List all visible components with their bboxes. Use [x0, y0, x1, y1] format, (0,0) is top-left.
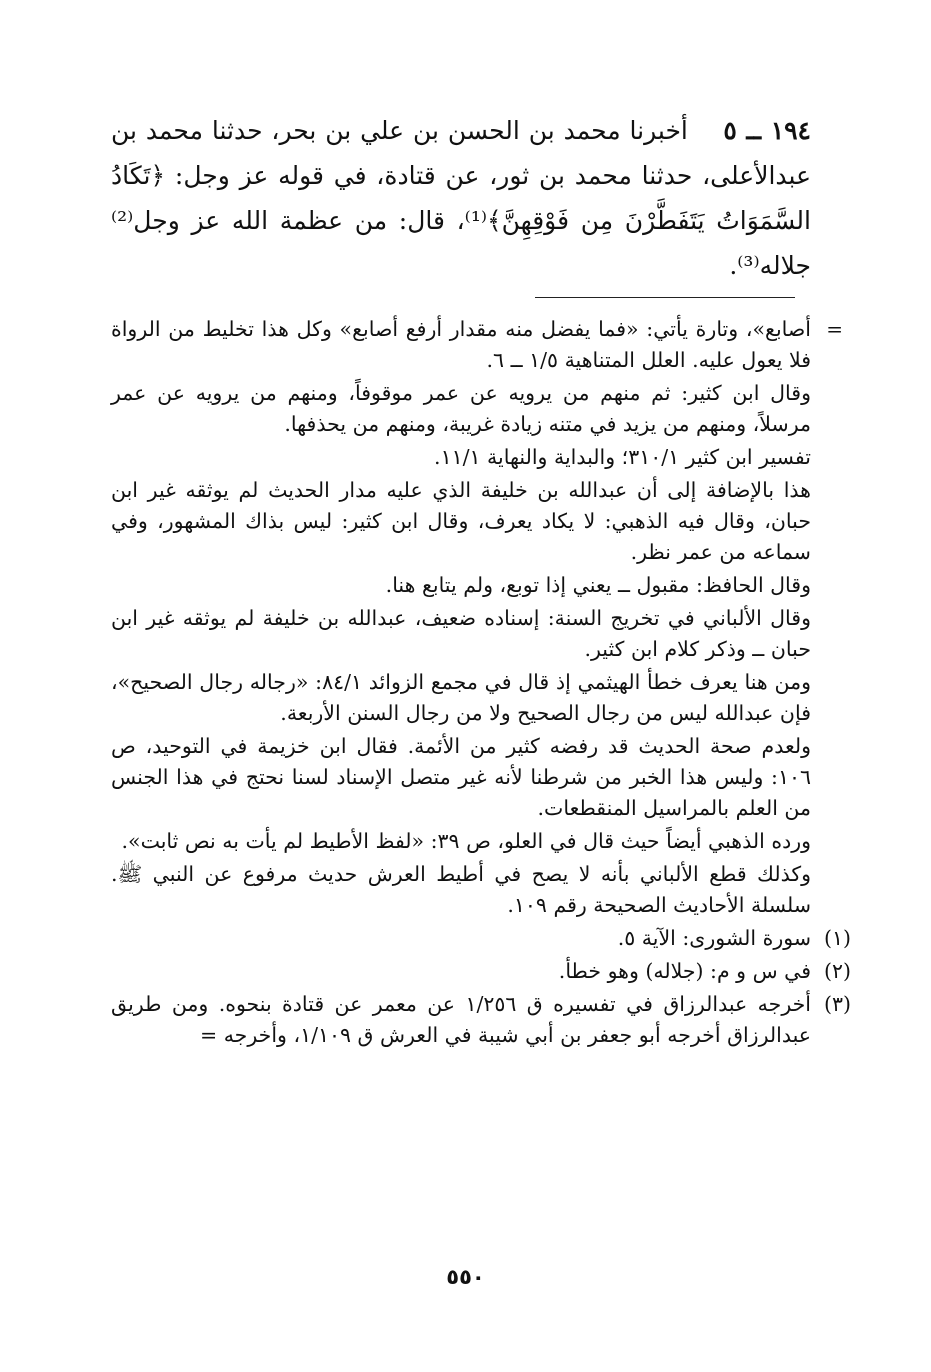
hadith-number: ١٩٤ ــ ٥: [723, 116, 811, 145]
main-text: [111, 108, 811, 288]
footnote-list: [111, 923, 851, 1051]
continuation-mark: =: [826, 317, 843, 341]
hadith-paragraph: [111, 108, 811, 288]
footnote-paragraph: وقال الحافظ: مقبول ــ يعني إذا توبع، ولم يتابع هنا.: [385, 573, 811, 597]
footnote-paragraph: أصابع»، وتارة يأتي: «فما يفضل منه مقدار أرفع أصابع» وكل هذا تخليط من الرواة فلا يعول عليه. العلل المتناهية ١/٥ ــ ٦.: [111, 317, 811, 372]
continued-footnote: [111, 314, 811, 921]
footnote-paragraph: وقال ابن كثير: ثم منهم من يرويه عن عمر موقوفاً، ومنهم من يرويه عن عمر مرسلاً، ومنهم من يزيد في متنه زيادة غريبة، ومنهم من يحذفها.: [111, 381, 811, 436]
footnote-paragraph: هذا بالإضافة إلى أن عبدالله بن خليفة الذي عليه مدار الحديث لم يوثقه غير ابن حبان، وقال فيه الذهبي: لا يكاد يعرف، وقال ابن كثير: ليس بذاك المشهور، وفي سماعه من عمر نظر.: [111, 478, 811, 564]
footnote-number: (٣): [823, 992, 851, 1016]
footnote-item: [111, 989, 851, 1051]
footnote-text: أخرجه عبدالرزاق في تفسيره ق ١/٢٥٦ عن معمر عن قتادة بنحوه. ومن طريق عبدالرزاق أخرجه أبو جعفر بن أبي شيبة في العرش ق ١/١٠٩، وأخرجه =: [111, 992, 812, 1047]
footnote-item: [111, 956, 851, 987]
footnote-text: سورة الشورى: الآية ٥.: [617, 926, 811, 950]
footnote-paragraph: ومن هنا يعرف خطأ الهيثمي إذ قال في مجمع الزوائد ٨٤/١: «رجاله رجال الصحيح»، فإن عبدالله ليس من رجال الصحيح ولا من رجال السنن الأربعة.: [111, 670, 811, 725]
footnote-text: في س و م: (جلاله) وهو خطأ.: [558, 959, 811, 983]
footnote-number: (٢): [823, 959, 851, 983]
footnote-divider: [535, 297, 795, 298]
footnote-paragraph: ورده الذهبي أيضاً حيث قال في العلو، ص ٣٩: «لفظ الأطيط لم يأت به نص ثابت».: [121, 829, 811, 853]
footnote-number: (١): [823, 926, 851, 950]
hadith-text: أخبرنا محمد بن الحسن بن علي بن بحر، حدثنا محمد بن عبدالأعلى، حدثنا محمد بن ثور، عن قتادة، في قوله عز وجل: ﴿تَكَادُ السَّمَوَاتُ يَتَفَطَّرْنَ مِن فَوْقِهِنَّ﴾⁽¹⁾، قال: من عظمة الله عز وجل⁽²⁾ جلاله⁽³⁾.: [111, 116, 811, 280]
page-number: ٥٥٠: [446, 1265, 485, 1289]
footnote-paragraph: ولعدم صحة الحديث قد رفضه كثير من الأئمة. فقال ابن خزيمة في التوحيد، ص ١٠٦: وليس هذا الخبر من شرطنا لأنه غير متصل الإسناد لسنا نحتج في هذا الجنس من العلم بالمراسيل المنقطعات.: [111, 734, 811, 820]
footnotes-section: [111, 314, 851, 1051]
footnote-paragraph: تفسير ابن كثير ٣١٠/١؛ والبداية والنهاية ١١/١.: [434, 445, 811, 469]
footnote-item: [111, 923, 851, 954]
footnote-paragraph: وقال الألباني في تخريج السنة: إسناده ضعيف، عبدالله بن خليفة لم يوثقه غير ابن حبان ــ وذكر كلام ابن كثير.: [111, 606, 811, 661]
footnote-paragraph: وكذلك قطع الألباني بأنه لا يصح في أطيط العرش حديث مرفوع عن النبي ﷺ. سلسلة الأحاديث الصحيحة رقم ١٠٩.: [111, 862, 811, 917]
